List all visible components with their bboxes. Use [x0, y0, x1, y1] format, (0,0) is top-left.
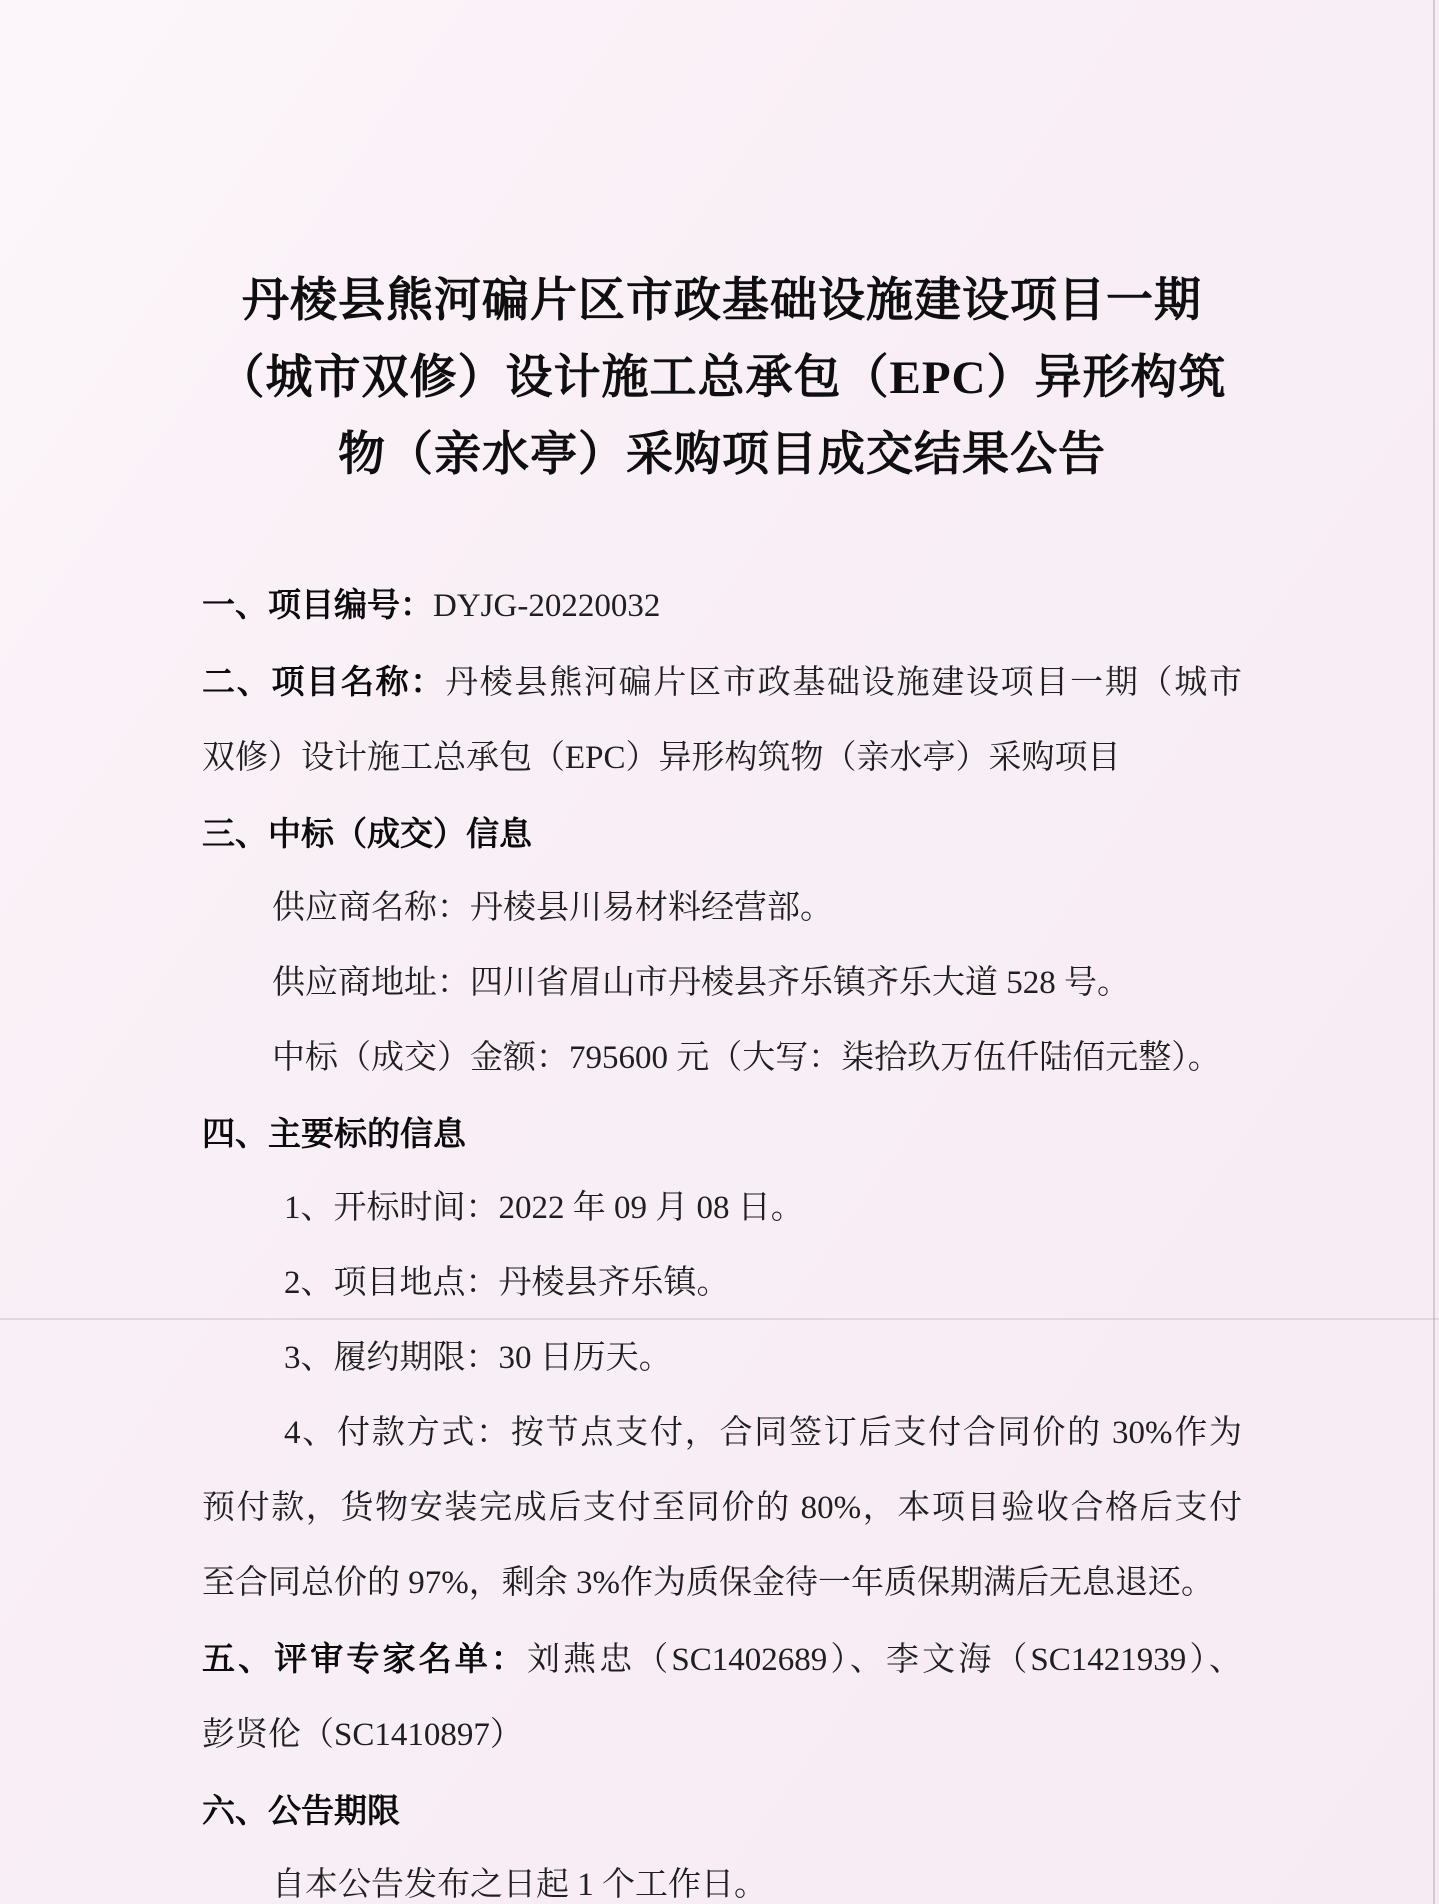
title-line-1: 丹棱县熊河碥片区市政基础设施建设项目一期: [242, 275, 1202, 327]
performance-period-line: 3、履约期限：30 日历天。: [284, 1340, 672, 1376]
payment-terms-line-2: 预付款，货物安装完成后支付至同价的 80%，本项目验收合格后支付: [202, 1490, 1242, 1526]
experts-line-1: [202, 1621, 1242, 1698]
project-location-line: 2、项目地点：丹棱县齐乐镇。: [284, 1265, 730, 1301]
bid-opening-time-line: 1、开标时间：2022 年 09 月 08 日。: [284, 1190, 804, 1226]
document-content: [202, 263, 1242, 1904]
document-title: [202, 263, 1242, 494]
supplier-name-line: 供应商名称：丹棱县川易材料经营部。: [272, 890, 833, 926]
project-name-label: 二、项目名称：: [202, 663, 446, 700]
project-name-text-1: 丹棱县熊河碥片区市政基础设施建设项目一期（城市: [445, 665, 1243, 701]
project-number-label: 一、项目编号：: [202, 586, 433, 623]
notice-period-heading: 六、公告期限: [202, 1792, 400, 1829]
project-name-line-1: [202, 644, 1242, 721]
project-number-value: DYJG-20220032: [433, 588, 661, 624]
notice-period-value: 自本公告发布之日起 1 个工作日。: [272, 1867, 767, 1903]
project-name-line-2: 双修）设计施工总承包（EPC）异形构筑物（亲水亭）采购项目: [202, 740, 1121, 776]
award-amount-line: 中标（成交）金额：795600 元（大写：柒拾玖万伍仟陆佰元整）。: [272, 1040, 1221, 1076]
payment-terms-line-1: 4、付款方式：按节点支付，合同签订后支付合同价的 30%作为: [284, 1415, 1242, 1451]
subject-info-heading: 四、主要标的信息: [202, 1115, 466, 1152]
experts-text-1: 刘燕忠（SC1402689）、李文海（SC1421939）、: [526, 1642, 1243, 1678]
title-line-3: 物（亲水亭）采购项目成交结果公告: [338, 429, 1106, 481]
award-info-heading: 三、中标（成交）信息: [202, 815, 532, 852]
page-edge-shadow: [1433, 0, 1435, 1904]
experts-label: 五、评审专家名单：: [202, 1640, 527, 1677]
project-number-line: [202, 567, 1242, 644]
payment-terms-line-3: 至合同总价的 97%，剩余 3%作为质保金待一年质保期满后无息退还。: [202, 1565, 1214, 1601]
experts-line-2: 彭贤伦（SC1410897）: [202, 1717, 523, 1753]
document-body: [202, 567, 1242, 1904]
supplier-address-line: 供应商地址：四川省眉山市丹棱县齐乐镇齐乐大道 528 号。: [272, 965, 1130, 1001]
title-line-2: （城市双修）设计施工总承包（EPC）异形构筑: [217, 352, 1227, 404]
